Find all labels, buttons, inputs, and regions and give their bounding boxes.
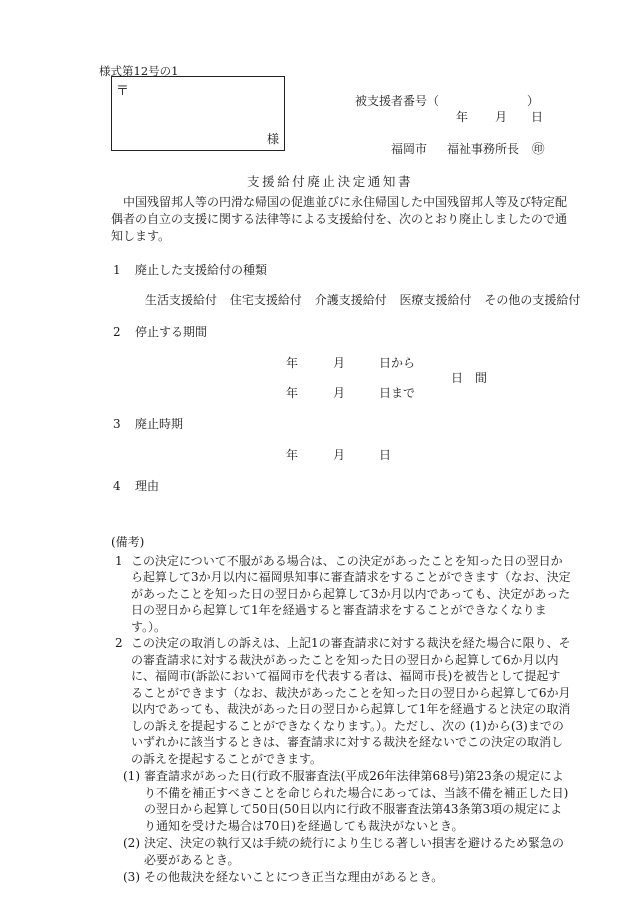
note-number: 1 xyxy=(115,553,123,568)
benefit-types xyxy=(145,291,580,308)
issue-date-year: 年 xyxy=(456,110,469,124)
recipient-number-label: 被支援者番号（ xyxy=(355,94,440,108)
note-subitem xyxy=(111,768,571,834)
section-number: 1 xyxy=(113,263,121,277)
address-box xyxy=(111,76,285,151)
period-to-month: 月 xyxy=(333,386,346,400)
honorific: 様 xyxy=(266,132,279,146)
abolish-date-year: 年 xyxy=(286,448,299,462)
section-label: 停止する期間 xyxy=(135,325,208,339)
subitem-text: 審査請求があった日(行政不服審査法(平成26年法律第68号)第23条の規定により不備を補正すべきことを命じられた場合にあっては、当該不備を補正した日)の翌日から起算して50日(50日以内に行政不服審査法第43条第3項の規定により通知を受けた場合は70日)を経過しても裁決がないとき。 xyxy=(144,769,569,833)
seal-mark: ㊞ xyxy=(532,141,545,156)
period-to-year: 年 xyxy=(286,386,299,400)
subitem-number: (3) xyxy=(123,870,140,884)
issuer-city: 福岡市 xyxy=(391,142,428,156)
notes xyxy=(111,534,571,886)
issue-date-day: 日 xyxy=(531,110,544,124)
benefit-type: 介護支援給付 xyxy=(314,293,387,307)
section-label: 廃止した支援給付の種類 xyxy=(135,263,268,277)
benefit-type: 住宅支援給付 xyxy=(229,293,302,307)
intro-paragraph: 中国残留邦人等の円滑な帰国の促進並びに永住帰国した中国残留邦人等及び特定配偶者の自立の支援に関する法律等による支援給付を、次のとおり廃止しましたので通知します。 xyxy=(111,195,568,243)
period-from-month: 月 xyxy=(333,356,346,370)
note-text: この決定の取消しの訴えは、上記1の審査請求に対する裁決を経た場合に限り、その審査請求に対する裁決があったことを知った日の翌日から起算して6か月以内に、福岡市(訴訟において福岡市を代表する者は、福岡市長)を被告として提起することができます（なお、裁決があったことを知った日の翌日から起算して6か月以内であっても、裁決があった日の翌日から起算して1年を経過すると決定の取消しの訴えを提起することができなくなります。）。ただし、次の (1)から(3)までのいずれかに該当するときは、審査請求に対する裁決を経ないでこの決定の取消しの訴えを提起することができます。 xyxy=(131,636,571,766)
period-to-day: 日まで xyxy=(379,386,416,400)
period-from-year: 年 xyxy=(286,356,299,370)
form-number: 様式第12号の1 xyxy=(99,64,179,78)
issuer-office: 福祉事務所長 xyxy=(447,142,520,156)
period-from-day: 日から xyxy=(379,356,416,370)
subitem-number: (1) xyxy=(123,769,140,783)
section-2 xyxy=(113,323,207,340)
subitem-text: 決定、決定の執行又は手続の続行により生じる著しい損害を避けるため緊急の必要があるとき。 xyxy=(144,836,565,867)
postal-mark: 〒 xyxy=(116,84,130,99)
benefit-type: 医療支援給付 xyxy=(399,293,472,307)
note-text: この決定について不服がある場合は、この決定があったことを知った日の翌日から起算して3か月以内に福岡県知事に審査請求をすることができます（なお、決定があったことを知った日の翌日から起算して3か月以内であっても、決定があった日の翌日から起算して1年を経過すると審査請求をすることができなくなります。）。 xyxy=(131,553,571,634)
subitem-number: (2) xyxy=(123,836,140,850)
section-label: 廃止時期 xyxy=(135,417,184,431)
note-item xyxy=(111,635,571,767)
document-title: 支援給付廃止決定通知書 xyxy=(247,174,414,189)
note-item xyxy=(111,553,571,636)
recipient-number-close: ） xyxy=(527,94,540,108)
note-subitem xyxy=(111,869,571,886)
notes-heading: (備考) xyxy=(111,535,145,549)
subitem-text: その他裁決を経ないことにつき正当な理由があるとき。 xyxy=(144,870,444,884)
abolish-date-month: 月 xyxy=(333,448,346,462)
abolish-date-day: 日 xyxy=(379,448,392,462)
section-number: 4 xyxy=(113,479,121,493)
benefit-type: 生活支援給付 xyxy=(145,293,218,307)
section-number: 2 xyxy=(113,325,121,339)
issuer xyxy=(391,140,519,157)
issue-date-month: 月 xyxy=(495,110,508,124)
section-number: 3 xyxy=(113,417,121,431)
note-number: 2 xyxy=(115,636,123,650)
section-1 xyxy=(113,261,267,278)
section-label: 理由 xyxy=(135,479,160,493)
period-days: 日 間 xyxy=(451,371,488,385)
note-subitem xyxy=(111,835,571,868)
section-3 xyxy=(113,415,183,432)
benefit-type: その他の支援給付 xyxy=(484,293,581,307)
section-4 xyxy=(113,477,159,494)
